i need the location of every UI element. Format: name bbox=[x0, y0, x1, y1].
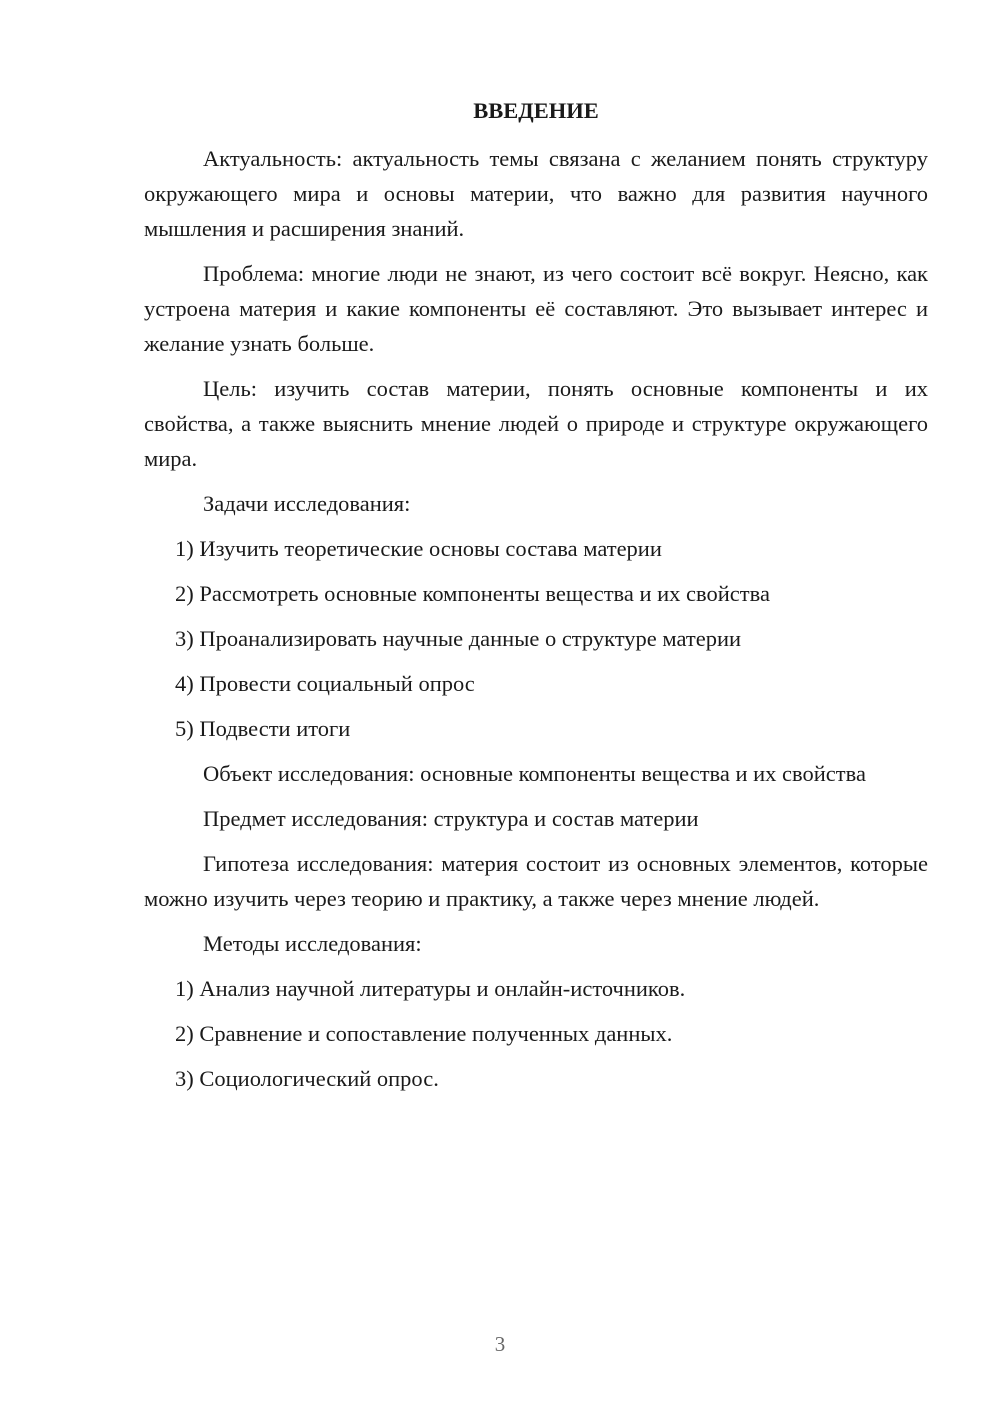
list-item: 1) Анализ научной литературы и онлайн-источников. bbox=[175, 976, 686, 1001]
methods-list bbox=[144, 971, 928, 1096]
tasks-label: Задачи исследования: bbox=[203, 491, 411, 516]
list-item: 2) Рассмотреть основные компоненты вещества и их свойства bbox=[175, 581, 770, 606]
object-paragraph: Объект исследования: основные компоненты вещества и их свойства bbox=[203, 761, 866, 786]
list-item: 3) Социологический опрос. bbox=[175, 1066, 439, 1091]
list-item: 1) Изучить теоретические основы состава материи bbox=[175, 536, 662, 561]
methods-label: Методы исследования: bbox=[203, 931, 422, 956]
tasks-list bbox=[144, 531, 928, 746]
relevance-paragraph: Актуальность: актуальность темы связана с желанием понять структуру окружающего мира и основы материи, что важно для развития научного мышления и расширения знаний. bbox=[144, 146, 928, 241]
document-page bbox=[144, 95, 928, 1106]
page-number: 3 bbox=[494, 1332, 506, 1356]
list-item: 4) Провести социальный опрос bbox=[175, 671, 475, 696]
list-item: 2) Сравнение и сопоставление полученных данных. bbox=[175, 1021, 673, 1046]
goal-paragraph: Цель: изучить состав материи, понять основные компоненты и их свойства, а также выяснить мнение людей о природе и структуре окружающего мира. bbox=[144, 376, 928, 471]
problem-paragraph: Проблема: многие люди не знают, из чего состоит всё вокруг. Неясно, как устроена материя и какие компоненты её составляют. Это вызывает интерес и желание узнать больше. bbox=[144, 261, 928, 356]
list-item: 5) Подвести итоги bbox=[175, 716, 351, 741]
subject-paragraph: Предмет исследования: структура и состав материи bbox=[203, 806, 699, 831]
hypothesis-paragraph: Гипотеза исследования: материя состоит из основных элементов, которые можно изучить через теорию и практику, а также через мнение людей. bbox=[144, 851, 928, 911]
list-item: 3) Проанализировать научные данные о структуре материи bbox=[175, 626, 742, 651]
section-heading: ВВЕДЕНИЕ bbox=[473, 98, 599, 123]
